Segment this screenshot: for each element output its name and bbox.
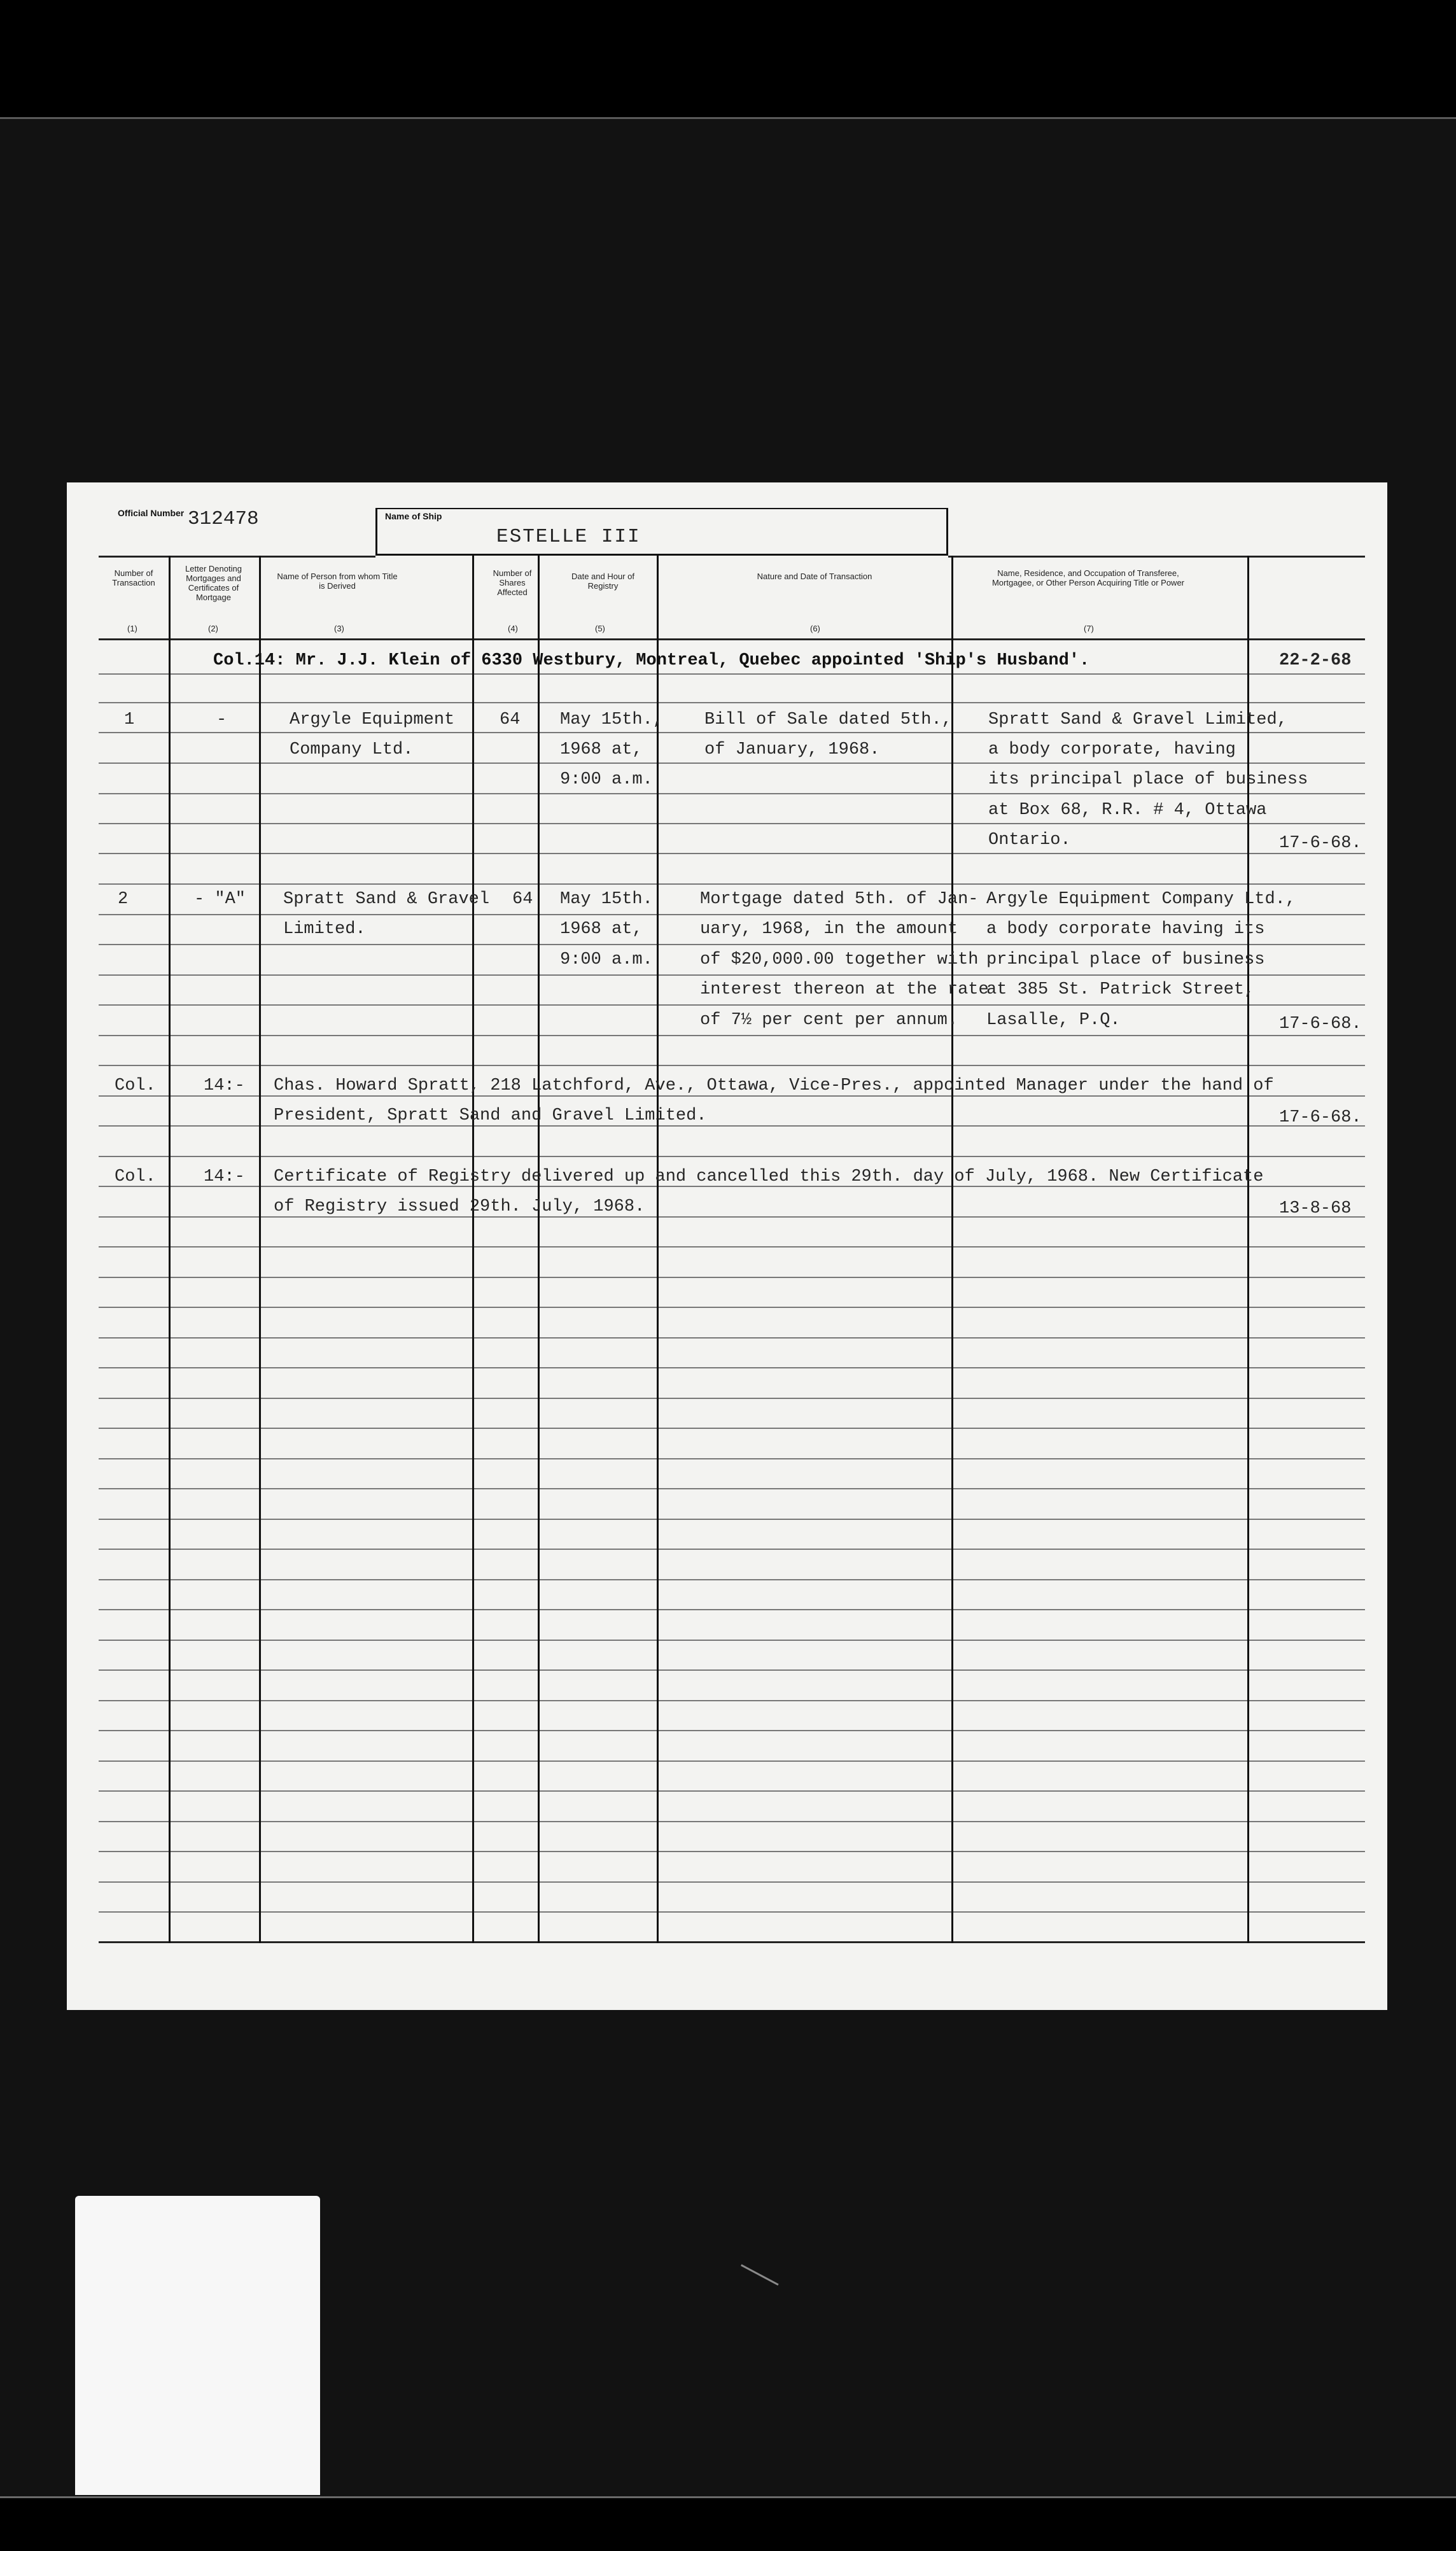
entry-line: Certificate of Registry delivered up and cancelled this 29th. day of July, 1968. New Certificate (274, 1167, 1264, 1186)
rule (99, 1337, 1365, 1339)
col-2-heading: Letter Denoting Mortgages and Certificates of Mortgage (185, 564, 242, 602)
transaction-number: 2 (118, 890, 129, 909)
col-7-heading: Name, Residence, and Occupation of Transferee, Mortgagee, or Other Person Acquiring Title or Power (991, 568, 1185, 587)
column-divider (1247, 556, 1249, 1943)
rule (99, 762, 1365, 764)
top-film-band (0, 0, 1456, 118)
col-1-heading: Number of Transaction (112, 568, 155, 587)
col-6-number: (6) (810, 624, 820, 633)
entry-date: 17-6-68. (1279, 834, 1362, 853)
rule (99, 1790, 1365, 1792)
rule (99, 1398, 1365, 1399)
nature-line: interest thereon at the rate (700, 980, 989, 999)
entry-date: 17-6-68. (1279, 1108, 1362, 1127)
col-label: Col. (115, 1167, 156, 1186)
table-bottom-rule (99, 1941, 1365, 1943)
registry-line: 9:00 a.m. (560, 770, 653, 789)
registry-page (67, 482, 1387, 2010)
mortgage-letter: - "A" (194, 890, 246, 909)
col-4-heading: Number of Shares Affected (493, 568, 532, 597)
rule (99, 1065, 1365, 1066)
entry-date: 17-6-68. (1279, 1015, 1362, 1034)
entry-line: President, Spratt Sand and Gravel Limited. (274, 1106, 707, 1125)
ship-name-label: Name of Ship (385, 511, 442, 521)
rule (99, 1458, 1365, 1459)
rule (99, 1307, 1365, 1308)
registry-line: May 15th., (560, 710, 664, 729)
col-number: 14:- (204, 1076, 245, 1095)
rule (99, 1911, 1365, 1913)
nature-line: of January, 1968. (704, 740, 880, 759)
rule (99, 1428, 1365, 1429)
rule (99, 1035, 1365, 1036)
column-divider (951, 556, 953, 1943)
registry-line: May 15th. (560, 890, 653, 909)
rule (99, 793, 1365, 794)
header-rule-left (99, 556, 375, 558)
ship-name: ESTELLE III (496, 526, 641, 548)
rule (99, 1851, 1365, 1852)
col-5-number: (5) (595, 624, 605, 633)
col-5-heading: Date and Hour of Registry (571, 572, 634, 591)
header-rule-right (948, 556, 1365, 558)
rule (99, 732, 1365, 733)
transferee-line: at Box 68, R.R. # 4, Ottawa (988, 801, 1267, 820)
rule (99, 1004, 1365, 1006)
rule (99, 1488, 1365, 1489)
rule (99, 1881, 1365, 1883)
entry-date: 22-2-68 (1279, 651, 1352, 670)
rule (99, 1730, 1365, 1731)
rule (99, 673, 1365, 675)
rule (99, 1519, 1365, 1520)
rule (99, 1821, 1365, 1822)
rule (99, 1246, 1365, 1247)
entry-date: 13-8-68 (1279, 1199, 1352, 1218)
film-scratch (737, 2264, 778, 2292)
column-divider (472, 556, 474, 1943)
entry-col14-klein: Col.14: Mr. J.J. Klein of 6330 Westbury, Montreal, Quebec appointed 'Ship's Husband'. (213, 651, 1090, 670)
registry-line: 1968 at, (560, 920, 643, 939)
from-line: Spratt Sand & Gravel (283, 890, 490, 909)
film-edge-line (0, 117, 1456, 119)
rule (99, 1277, 1365, 1278)
rule (99, 1609, 1365, 1610)
rule (99, 1216, 1365, 1218)
nature-line: Bill of Sale dated 5th., (704, 710, 952, 729)
transferee-line: principal place of business (986, 950, 1265, 969)
col-1-number: (1) (127, 624, 137, 633)
from-line: Limited. (283, 920, 366, 939)
column-divider (657, 556, 659, 1943)
col-3-heading: Name of Person from whom Title is Derived (277, 572, 398, 591)
transferee-line: at 385 St. Patrick Street, (986, 980, 1255, 999)
rule (99, 1095, 1365, 1097)
bottom-film-band (0, 2498, 1456, 2551)
header-bottom-rule (99, 638, 1365, 640)
official-number: 312478 (188, 508, 259, 530)
rule (99, 1640, 1365, 1641)
from-line: Company Ltd. (290, 740, 414, 759)
entry-line: Chas. Howard Spratt, 218 Latchford, Ave., Ottawa, Vice-Pres., appointed Manager under the hand of (274, 1076, 1274, 1095)
rule (99, 974, 1365, 976)
transferee-line: a body corporate having its (986, 920, 1265, 939)
column-divider (538, 556, 540, 1943)
transaction-number: 1 (124, 710, 135, 729)
nature-line: of $20,000.00 together with (700, 950, 979, 969)
col-4-number: (4) (508, 624, 518, 633)
transferee-line: Argyle Equipment Company Ltd., (986, 890, 1296, 909)
transferee-line: its principal place of business (988, 770, 1308, 789)
entry-line: of Registry issued 29th. July, 1968. (274, 1197, 645, 1216)
registry-line: 1968 at, (560, 740, 643, 759)
nature-line: Mortgage dated 5th. of Jan- (700, 890, 979, 909)
transferee-line: Lasalle, P.Q. (986, 1011, 1121, 1030)
col-2-number: (2) (208, 624, 218, 633)
rule (99, 823, 1365, 824)
column-divider (169, 556, 171, 1943)
nature-line: uary, 1968, in the amount (700, 920, 958, 939)
rule (99, 883, 1365, 885)
rule (99, 944, 1365, 945)
rule (99, 1549, 1365, 1550)
column-divider (259, 556, 261, 1943)
transferee-line: Ontario. (988, 831, 1071, 850)
official-number-label: Official Number (118, 508, 185, 518)
rule (99, 1700, 1365, 1701)
white-paper-slip (75, 2196, 320, 2495)
col-number: 14:- (204, 1167, 245, 1186)
rule (99, 1156, 1365, 1157)
col-7-number: (7) (1084, 624, 1094, 633)
from-line: Argyle Equipment (290, 710, 455, 729)
transferee-line: a body corporate, having (988, 740, 1236, 759)
rule (99, 1579, 1365, 1580)
mortgage-letter: - (216, 710, 227, 729)
rule (99, 1669, 1365, 1671)
col-label: Col. (115, 1076, 156, 1095)
col-6-heading: Nature and Date of Transaction (757, 572, 872, 581)
rule (99, 1760, 1365, 1762)
col-3-number: (3) (334, 624, 344, 633)
nature-line: of 7½ per cent per annum. (700, 1011, 958, 1030)
rule (99, 1125, 1365, 1127)
shares: 64 (500, 710, 521, 729)
rule (99, 702, 1365, 703)
rule (99, 914, 1365, 915)
ship-name-box (375, 508, 948, 556)
shares: 64 (512, 890, 533, 909)
registry-line: 9:00 a.m. (560, 950, 653, 969)
rule (99, 1367, 1365, 1368)
rule (99, 853, 1365, 854)
transferee-line: Spratt Sand & Gravel Limited, (988, 710, 1287, 729)
